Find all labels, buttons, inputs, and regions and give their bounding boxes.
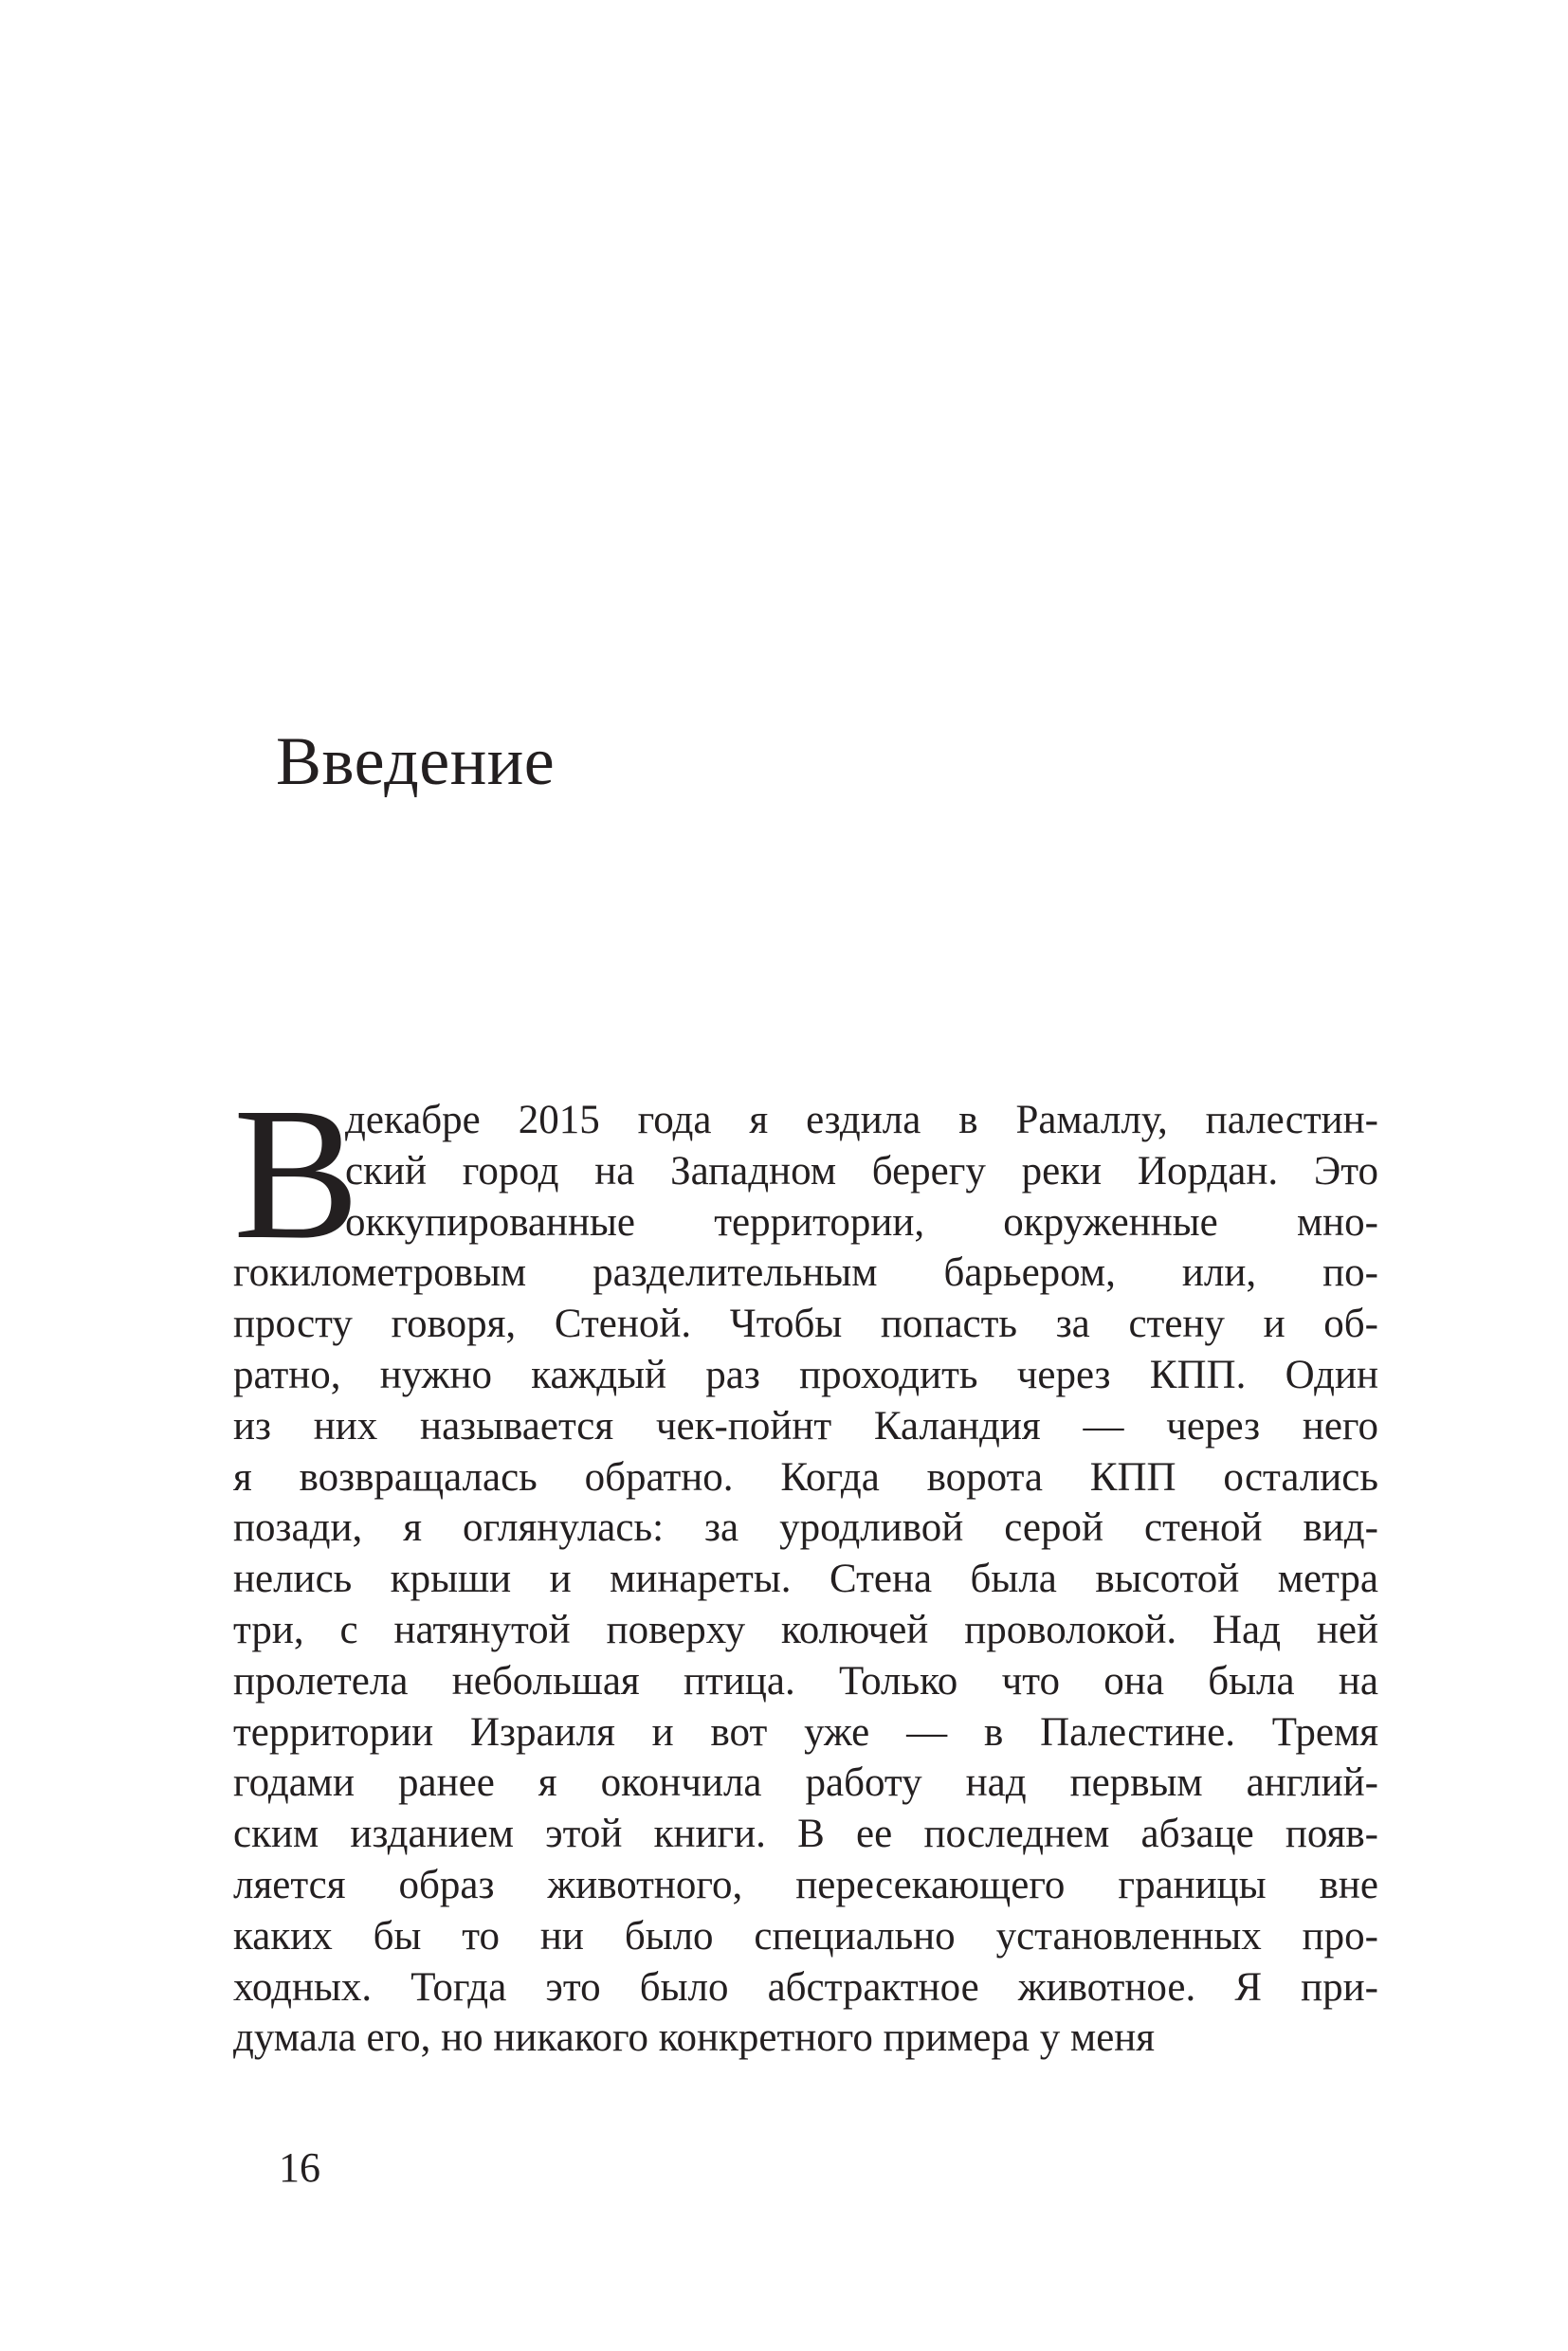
text-line: позади, я оглянулась: за уродливой серой стеной вид- — [233, 1505, 1378, 1551]
text-line: три, с натянутой поверху колючей проволокой. Над ней — [233, 1607, 1378, 1652]
text-line: ратно, нужно каждый раз проходить через КПП. Один — [233, 1352, 1378, 1397]
text-line: каких бы то ни было специально установленных про- — [233, 1913, 1378, 1959]
text-line: ский город на Западном берегу реки Иордан. Это — [345, 1148, 1378, 1194]
text-line: ляется образ животного, пересекающего границы вне — [233, 1862, 1378, 1907]
text-line: из них называется чек-пойнт Каландия — через него — [233, 1403, 1378, 1449]
text-line: я возвращалась обратно. Когда ворота КПП остались — [233, 1454, 1378, 1500]
text-line: территории Израиля и вот уже — в Палестине. Тремя — [233, 1709, 1378, 1755]
text-line: пролетела небольшая птица. Только что она была на — [233, 1658, 1378, 1704]
text-line: ходных. Тогда это было абстрактное животное. Я при- — [233, 1964, 1378, 2010]
text-line: думала его, но никакого конкретного примера у меня — [233, 2015, 1156, 2061]
chapter-title: Введение — [276, 723, 556, 799]
text-line: просту говоря, Стеной. Чтобы попасть за стену и об- — [233, 1302, 1378, 1347]
body-paragraph — [233, 1069, 1378, 2064]
text-line: годами ранее я окончила работу над первым англий- — [233, 1760, 1378, 1806]
drop-cap: В — [233, 1069, 360, 1279]
text-line: гокилометровым разделительным барьером, или, по- — [233, 1250, 1378, 1296]
text-line: декабре 2015 года я ездила в Рамаллу, палестин- — [345, 1098, 1378, 1142]
text-line: оккупированные территории, окруженные мно- — [345, 1199, 1378, 1245]
page-number: 16 — [279, 2144, 320, 2191]
text-line: нелись крыши и минареты. Стена была высотой метра — [233, 1557, 1378, 1602]
text-line: ским изданием этой книги. В ее последнем абзаце появ- — [233, 1812, 1378, 1857]
